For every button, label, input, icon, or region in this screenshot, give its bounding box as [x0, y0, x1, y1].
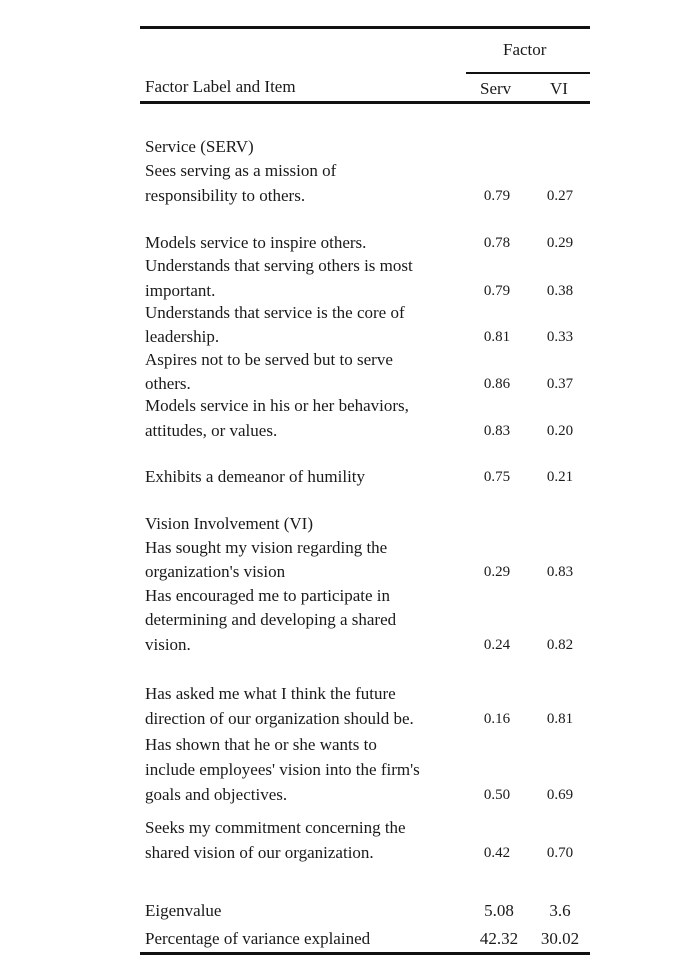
vi-loading: 0.29 — [546, 235, 574, 251]
vi-loading: 0.70 — [546, 845, 574, 861]
item-text: Models service to inspire others. — [145, 233, 367, 252]
header-bottom-rule — [140, 101, 590, 104]
serv-loading: 0.86 — [483, 376, 511, 392]
item-text: attitudes, or values. — [145, 421, 278, 440]
item-text: Understands that service is the core of — [145, 303, 405, 322]
factor-header-rule — [466, 72, 590, 74]
serv-loading: 0.50 — [483, 787, 511, 803]
variance-vi: 30.02 — [540, 929, 580, 948]
item-text: direction of our organization should be. — [145, 709, 414, 728]
serv-loading: 0.79 — [483, 283, 511, 299]
item-text: Has asked me what I think the future — [145, 684, 396, 703]
vi-loading: 0.33 — [546, 329, 574, 345]
section-title-serv: Service (SERV) — [145, 137, 254, 156]
item-text: others. — [145, 374, 191, 393]
item-text: Has sought my vision regarding the — [145, 538, 388, 557]
item-text: Has shown that he or she wants to — [145, 735, 377, 754]
variance-label: Percentage of variance explained — [145, 929, 371, 948]
item-text: include employees' vision into the firm's — [145, 760, 420, 779]
table-top-rule — [140, 26, 590, 29]
item-text: organization's vision — [145, 562, 286, 581]
vi-loading: 0.27 — [546, 188, 574, 204]
item-text: important. — [145, 281, 216, 300]
vi-loading: 0.37 — [546, 376, 574, 392]
column-header-vi: VI — [550, 79, 568, 98]
variance-serv: 42.32 — [479, 929, 519, 948]
section-title-vi: Vision Involvement (VI) — [145, 514, 313, 533]
vi-loading: 0.21 — [546, 469, 574, 485]
item-text: Seeks my commitment concerning the — [145, 818, 406, 837]
vi-loading: 0.69 — [546, 787, 574, 803]
item-text: Exhibits a demeanor of humility — [145, 467, 366, 486]
item-text: Understands that serving others is most — [145, 256, 413, 275]
serv-loading: 0.78 — [483, 235, 511, 251]
item-text: Models service in his or her behaviors, — [145, 396, 409, 415]
serv-loading: 0.83 — [483, 423, 511, 439]
table-bottom-rule — [140, 952, 590, 955]
item-text: leadership. — [145, 327, 220, 346]
column-header-serv: Serv — [480, 79, 512, 98]
vi-loading: 0.81 — [546, 711, 574, 727]
item-text: goals and objectives. — [145, 785, 288, 804]
vi-loading: 0.20 — [546, 423, 574, 439]
vi-loading: 0.38 — [546, 283, 574, 299]
row-label-header: Factor Label and Item — [145, 77, 296, 96]
serv-loading: 0.16 — [483, 711, 511, 727]
item-text: Has encouraged me to participate in — [145, 586, 390, 605]
serv-loading: 0.79 — [483, 188, 511, 204]
serv-loading: 0.42 — [483, 845, 511, 861]
serv-loading: 0.29 — [483, 564, 511, 580]
serv-loading: 0.24 — [483, 637, 511, 653]
item-text: Aspires not to be served but to serve — [145, 350, 393, 369]
vi-loading: 0.82 — [546, 637, 574, 653]
item-text: responsibility to others. — [145, 186, 306, 205]
item-text: shared vision of our organization. — [145, 843, 374, 862]
vi-loading: 0.83 — [546, 564, 574, 580]
eigenvalue-label: Eigenvalue — [145, 901, 222, 920]
eigenvalue-vi: 3.6 — [549, 901, 571, 920]
factor-header: Factor — [503, 40, 547, 59]
eigenvalue-serv: 5.08 — [484, 901, 514, 920]
serv-loading: 0.75 — [483, 469, 511, 485]
item-text: Sees serving as a mission of — [145, 161, 337, 180]
item-text: determining and developing a shared — [145, 610, 397, 629]
serv-loading: 0.81 — [483, 329, 511, 345]
item-text: vision. — [145, 635, 191, 654]
